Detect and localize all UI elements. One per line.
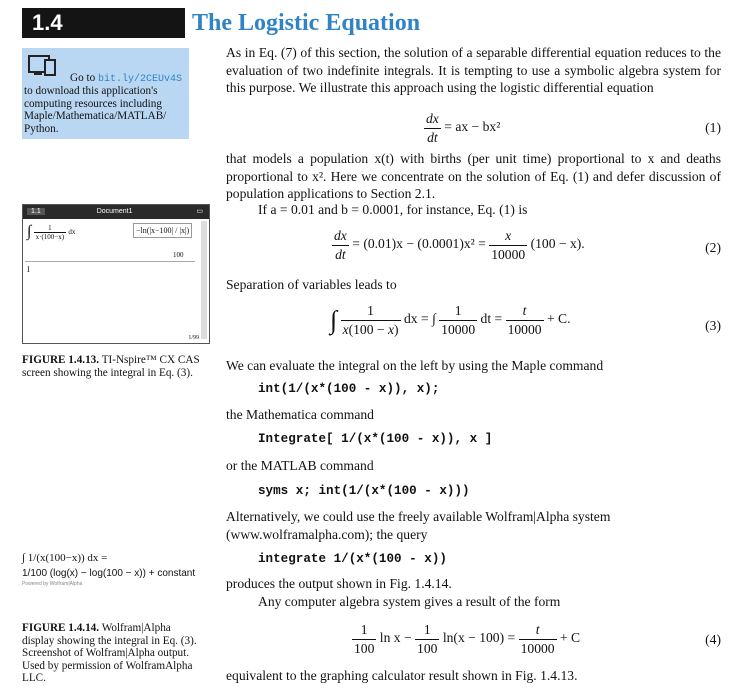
paragraph-11: equivalent to the graphing calculator result shown in Fig. 1.4.13. bbox=[226, 668, 578, 683]
calc-output-den: 100 bbox=[173, 251, 184, 259]
wa-line-2: 1/100 (log(x) − log(100 − x)) + constant bbox=[22, 568, 196, 579]
figure-13-caption bbox=[22, 354, 202, 379]
calc-status: 1/99 bbox=[188, 335, 199, 341]
wa-powered: Powered by Wolfram|Alpha bbox=[22, 581, 83, 587]
calc-input-expr: ∫ $\frac{1}{x\cdot(100-x)}$ dx bbox=[27, 223, 76, 241]
figure-14-label: FIGURE 1.4.14. bbox=[22, 622, 100, 634]
equation-4: $\frac{1}{100}$ ln x − $\frac{1}{100}$ ln(x − 100) = $\frac{t}{10000}$ + C bbox=[354, 622, 581, 656]
section-title: The Logistic Equation bbox=[192, 10, 421, 36]
calc-scrollbar[interactable] bbox=[201, 221, 207, 339]
battery-icon: ▭ bbox=[196, 208, 203, 215]
mathematica-code: Integrate[ 1/(x*(100 - x)), x ] bbox=[258, 432, 493, 446]
wolfram-query: integrate 1/(x*(100 - x)) bbox=[258, 552, 447, 566]
figure-13-text: TI-Nspire™ CX CAS screen showing the integral in Eq. (3). bbox=[22, 354, 200, 379]
eq-number-1: (1) bbox=[705, 120, 721, 135]
paragraph-4: Separation of variables leads to bbox=[226, 277, 397, 292]
eq-number-3: (3) bbox=[705, 318, 721, 333]
equation-1: $\frac{dx}{dt}$ = ax − bx² bbox=[426, 111, 501, 145]
equation-2: $\frac{dx}{dt}$ = (0.01)x − (0.0001)x² = $\frac{x}{10000}$ (100 − x). bbox=[334, 228, 585, 262]
goto-text: Go to bbox=[70, 72, 96, 84]
eq-number-4: (4) bbox=[705, 632, 721, 647]
paragraph-7: or the MATLAB command bbox=[226, 458, 374, 473]
matlab-code: syms x; int(1/(x*(100 - x))) bbox=[258, 484, 470, 498]
calc-titlebar bbox=[23, 205, 209, 219]
calc-tab: 1.1 bbox=[27, 208, 45, 215]
paragraph-8: Alternatively, we could use the freely available Wolfram|Alpha system (www.wolframalpha.com); the query bbox=[226, 509, 611, 542]
wa-line-1: ∫ 1/(x(100−x)) dx = bbox=[22, 552, 108, 564]
download-link[interactable]: bit.ly/2CEUv4S bbox=[97, 74, 182, 85]
equation-3: ∫ $\frac{1}{x(100 - x)}$ dx = ∫ $\frac{1}{10000}$ dt = $\frac{t}{10000}$ + C. bbox=[330, 303, 571, 337]
paragraph-3: If a = 0.01 and b = 0.0001, for instance, Eq. (1) is bbox=[258, 202, 528, 217]
section-label: 1.4 bbox=[22, 8, 185, 38]
download-box bbox=[22, 48, 189, 139]
paragraph-10: Any computer algebra system gives a result of the form bbox=[258, 594, 561, 609]
paragraph-5: We can evaluate the integral on the left by using the Maple command bbox=[226, 358, 604, 373]
download-desc: to download this application's computing resources including Maple/Mathematica/MATLAB/ Python. bbox=[24, 85, 167, 135]
calc-doc-name: Document1 bbox=[96, 208, 133, 215]
maple-code: int(1/(x*(100 - x)), x); bbox=[258, 382, 440, 396]
figure-13-label: FIGURE 1.4.13. bbox=[22, 354, 100, 366]
calculator-screenshot bbox=[22, 204, 210, 344]
wolfram-output bbox=[22, 552, 212, 587]
calc-output: −ln(|x−100| / |x|) bbox=[133, 223, 192, 238]
paragraph-9: produces the output shown in Fig. 1.4.14. bbox=[226, 576, 452, 591]
device-icon bbox=[28, 54, 58, 76]
figure-14-text: Wolfram|Alpha display showing the integral in Eq. (3). Screenshot of Wolfram|Alpha output. Used by permission of WolframAlpha LLC. bbox=[22, 622, 197, 685]
paragraph-2: that models a population x(t) with births (per unit time) proportional to x and deaths proportional to x². Here we concentrate on the solution of Eq. (1) and defer discussion of population applications to Section 2.1. bbox=[226, 151, 721, 201]
calc-entry-line[interactable]: I bbox=[27, 265, 30, 274]
figure-14-caption bbox=[22, 622, 202, 685]
eq-number-2: (2) bbox=[705, 240, 721, 255]
paragraph-6: the Mathematica command bbox=[226, 407, 374, 422]
paragraph-1: As in Eq. (7) of this section, the solution of a separable differential equation reduces to the evaluation of two indefinite integrals. It is tempting to use a symbolic algebra system for this purpose. We illustrate this approach using the logistic differential equation bbox=[226, 45, 721, 95]
